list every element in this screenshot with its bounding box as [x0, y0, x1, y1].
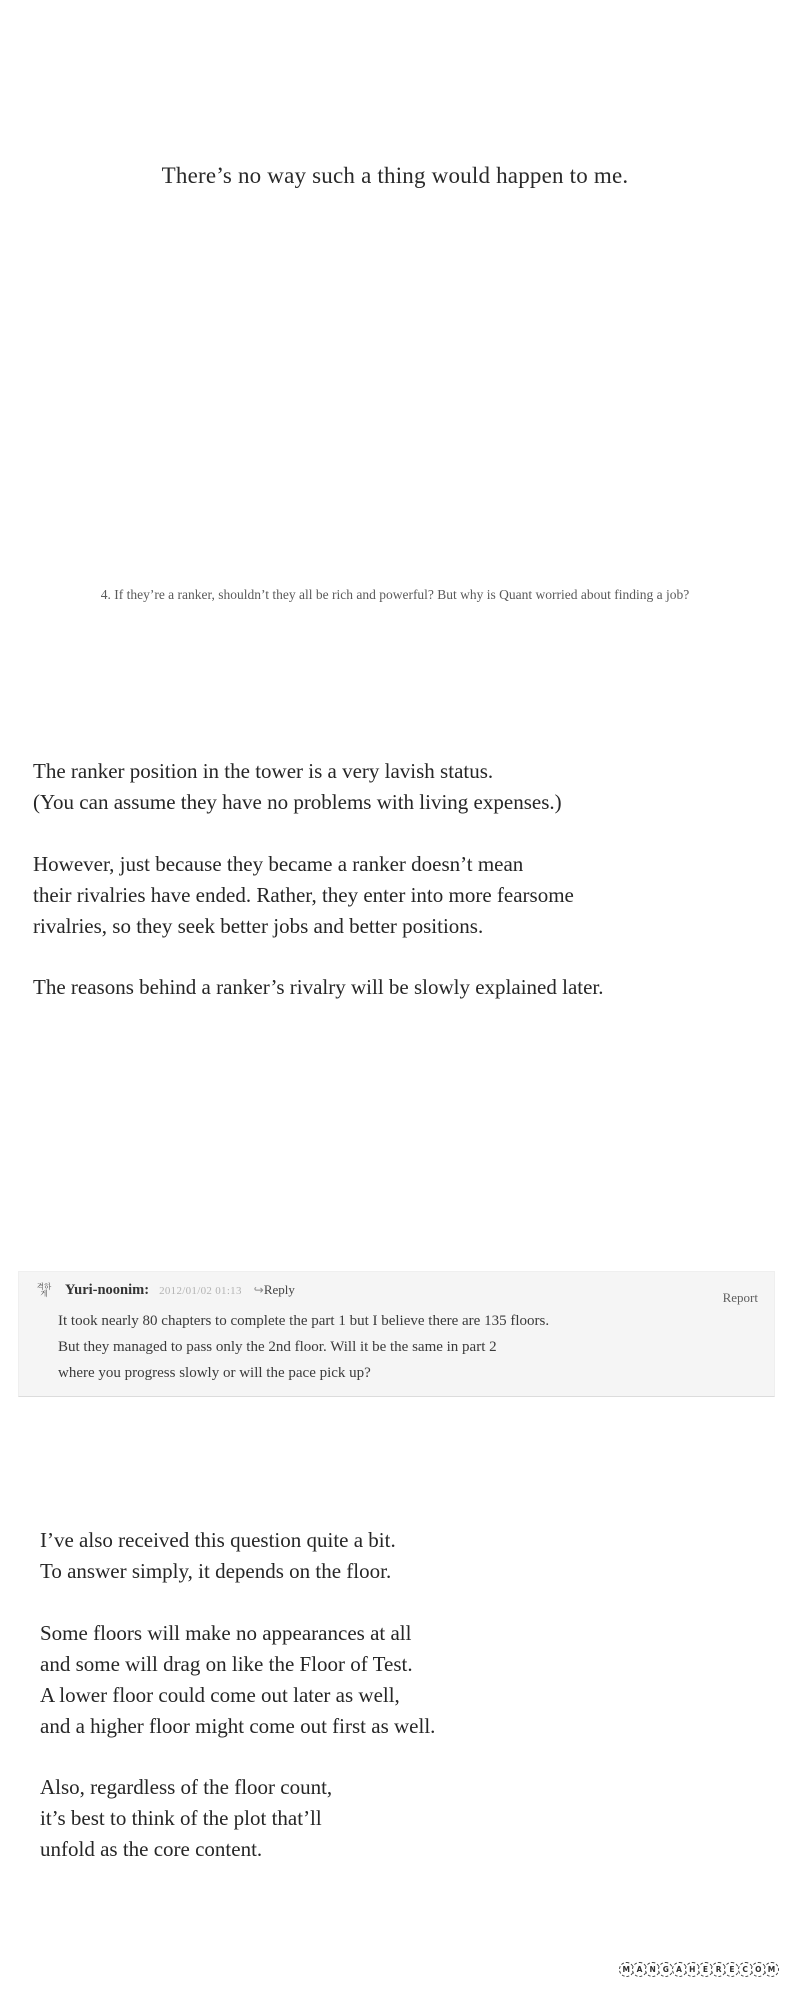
paragraph-line: their rivalries have ended. Rather, they enter into more fearsome — [33, 883, 574, 907]
watermark-letter: A — [672, 1962, 687, 1977]
paragraph-line: The ranker position in the tower is a very lavish status. — [33, 759, 494, 783]
watermark-letter: N — [645, 1962, 660, 1977]
reply-link[interactable] — [254, 1282, 295, 1297]
paragraph-line: and a higher floor might come out first as well. — [40, 1714, 436, 1738]
paragraph-plot — [40, 1772, 332, 1865]
comment-body — [58, 1308, 718, 1386]
avatar-text-line2: 게 — [40, 1289, 48, 1299]
paragraph-rivalries — [33, 849, 574, 942]
watermark-letter: G — [658, 1962, 673, 1977]
paragraph-line: The reasons behind a ranker’s rivalry will be slowly explained later. — [33, 975, 604, 999]
avatar — [33, 1283, 55, 1298]
avatar-text-line1: 격하 — [36, 1281, 52, 1291]
watermark-letter: A — [632, 1962, 647, 1977]
watermark-letter: E — [698, 1962, 713, 1977]
page-title: There’s no way such a thing would happen to me. — [161, 163, 629, 188]
watermark-letter: M — [764, 1962, 779, 1977]
paragraph-line: and some will drag on like the Floor of Test. — [40, 1652, 413, 1676]
paragraph-line: However, just because they became a ranker doesn’t mean — [33, 852, 524, 876]
comment-line: It took nearly 80 chapters to complete the part 1 but I believe there are 135 floors. — [58, 1313, 550, 1329]
watermark-letter: E — [724, 1962, 739, 1977]
report-link[interactable]: Report — [722, 1290, 758, 1305]
paragraph-line: To answer simply, it depends on the floor. — [40, 1559, 392, 1583]
paragraph-reasons — [33, 972, 604, 1003]
reply-arrow-icon: ↪ — [253, 1283, 264, 1297]
paragraph-floors — [40, 1618, 435, 1742]
question-text: 4. If they’re a ranker, shouldn’t they all be rich and powerful? But why is Quant worried about finding a job? — [100, 587, 690, 602]
paragraph-line: Also, regardless of the floor count, — [40, 1775, 333, 1799]
paragraph-line: unfold as the core content. — [40, 1837, 263, 1861]
paragraph-answer — [40, 1525, 396, 1587]
comment-line: But they managed to pass only the 2nd floor. Will it be the same in part 2 — [58, 1339, 497, 1355]
watermark-letter: H — [685, 1962, 700, 1977]
comment-timestamp: 2012/01/02 01:13 — [159, 1285, 242, 1297]
paragraph-line: A lower floor could come out later as well, — [40, 1683, 400, 1707]
watermark-letter: M — [619, 1962, 634, 1977]
watermark-letter: C — [738, 1962, 753, 1977]
paragraph-ranker-status — [33, 756, 562, 818]
comment-header — [33, 1281, 733, 1303]
mangahere-watermark-logo — [621, 1962, 779, 1977]
paragraph-line: I’ve also received this question quite a bit. — [40, 1528, 396, 1552]
watermark-letter: O — [751, 1962, 766, 1977]
comment-line: where you progress slowly or will the pace pick up? — [58, 1365, 371, 1381]
comment-username[interactable]: Yuri-noonim: — [65, 1282, 150, 1298]
paragraph-line: Some floors will make no appearances at all — [40, 1621, 412, 1645]
watermark-letter: R — [711, 1962, 726, 1977]
paragraph-line: rivalries, so they seek better jobs and better positions. — [33, 914, 484, 938]
paragraph-line: (You can assume they have no problems with living expenses.) — [33, 790, 562, 814]
reply-label: Reply — [263, 1282, 295, 1297]
paragraph-line: it’s best to think of the plot that’ll — [40, 1806, 322, 1830]
